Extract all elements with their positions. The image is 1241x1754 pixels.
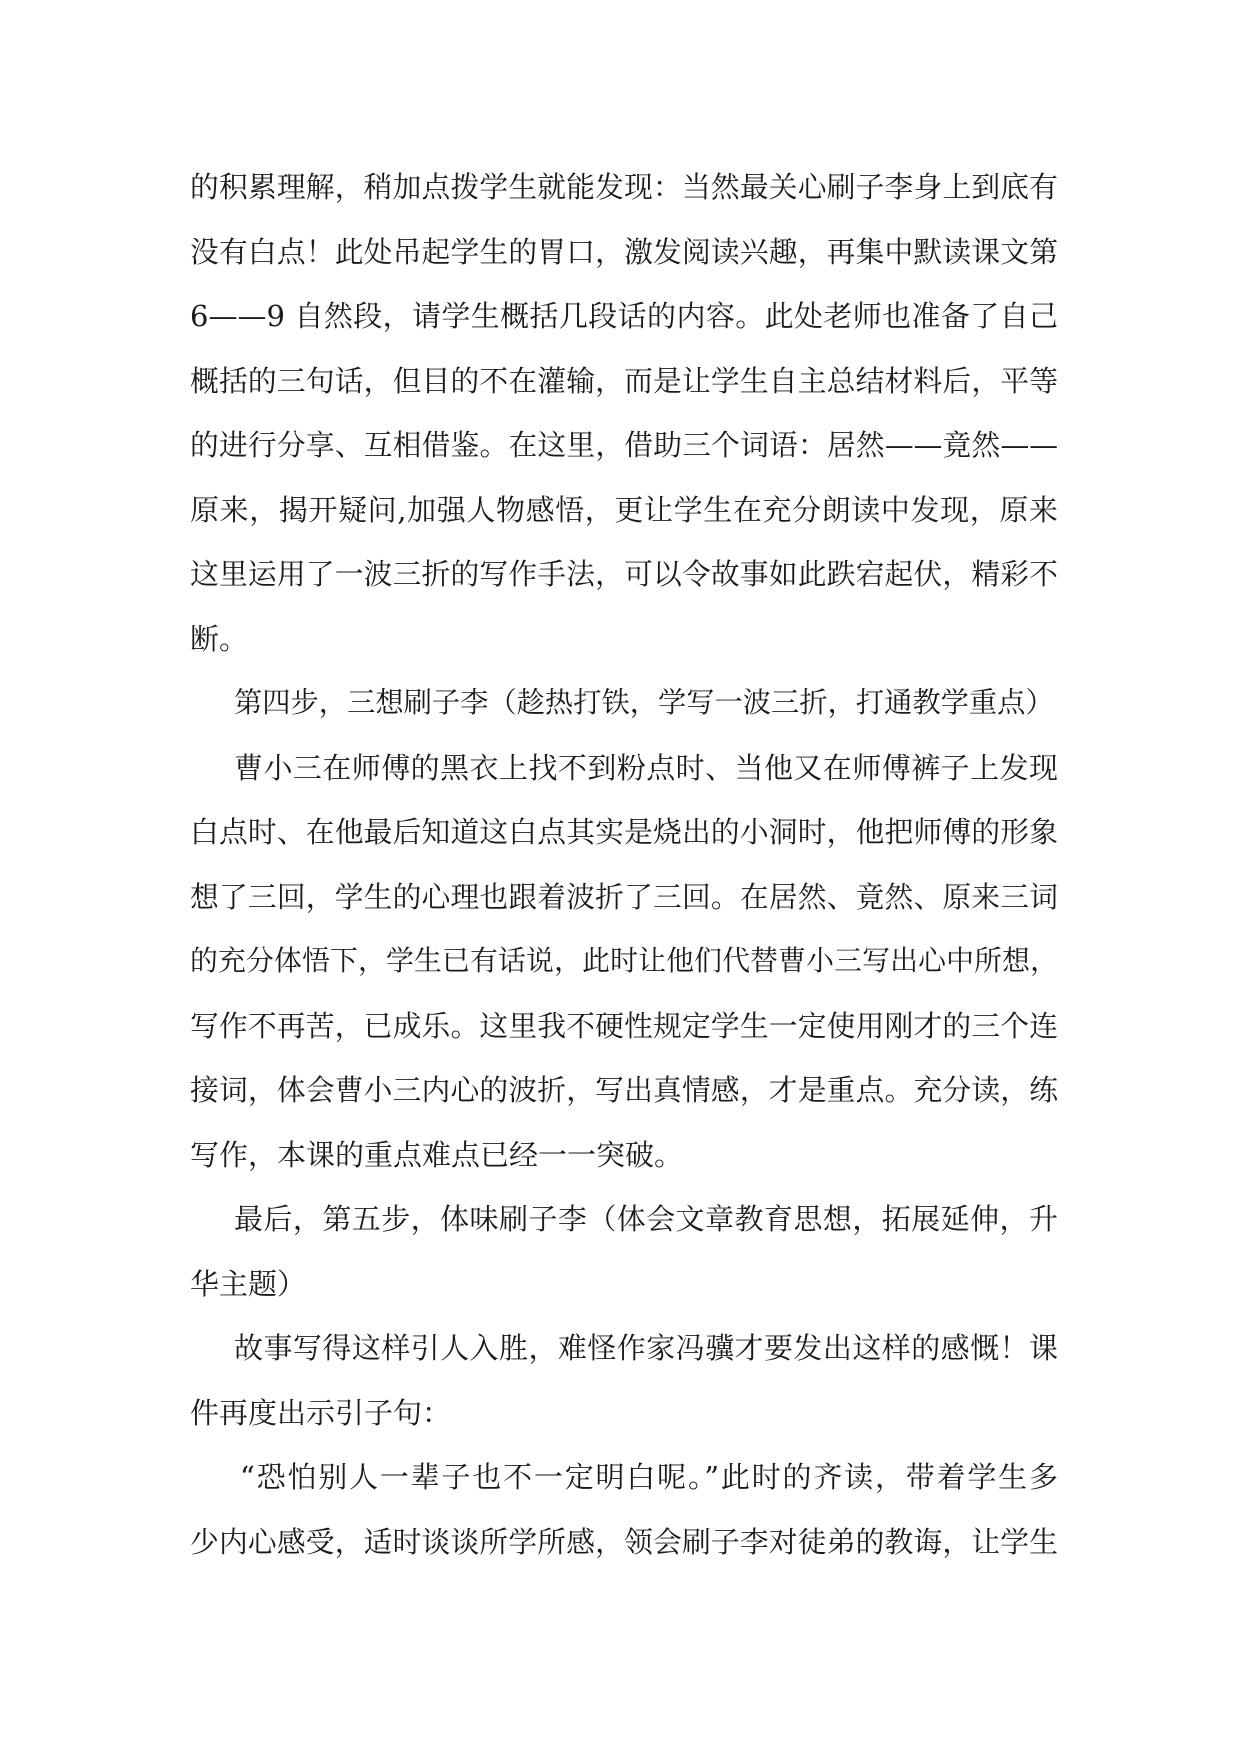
text-line: 的进行分享、互相借鉴。在这里，借助三个词语：居然——竟然——	[190, 428, 1058, 462]
text-line: 想了三回，学生的心理也跟着波折了三回。在居然、竟然、原来三词	[190, 879, 1058, 914]
text-line: 原来，揭开疑问,加强人物感悟，更让学生在充分朗读中发现，原来	[190, 492, 1058, 527]
text-line: 概括的三句话，但目的不在灌输，而是让学生自主总结材料后，平等	[190, 363, 1058, 398]
text-line: 故事写得这样引人入胜，难怪作家冯骥才要发出这样的感慨！课	[234, 1331, 1058, 1365]
text-line: 件再度出示引子句：	[190, 1395, 452, 1430]
text-line: 写作，本课的重点难点已经一一突破。	[190, 1137, 684, 1172]
text-line: 少内心感受，适时谈谈所学所感，领会刷子李对徒弟的教诲，让学生	[190, 1524, 1058, 1559]
text-line: 写作不再苦，已成乐。这里我不硬性规定学生一定使用刚才的三个连	[190, 1008, 1058, 1043]
text-line: 接词，体会曹小三内心的波折，写出真情感，才是重点。充分读，练	[190, 1073, 1058, 1107]
text-line: 华主题）	[190, 1266, 307, 1301]
text-line: 曹小三在师傅的黑衣上找不到粉点时、当他又在师傅裤子上发现	[234, 750, 1058, 785]
text-line: 断。	[190, 621, 249, 656]
text-line: 白点时、在他最后知道这白点其实是烧出的小洞时，他把师傅的形象	[190, 815, 1058, 849]
text-line: 这里运用了一波三折的写作手法，可以令故事如此跌宕起伏，精彩不	[190, 557, 1058, 591]
quote-line: “恐怕别人一辈子也不一定明白呢。”此时的齐读，带着学生多	[240, 1460, 1058, 1494]
text-line: 6——9 自然段，请学生概括几段话的内容。此处老师也准备了自己	[190, 299, 1058, 333]
text-line: 没有白点！此处吊起学生的胃口，激发阅读兴趣，再集中默读课文第	[190, 234, 1058, 269]
text-line: 的积累理解，稍加点拨学生就能发现：当然最关心刷子李身上到底有	[190, 170, 1058, 204]
text-line: 的充分体悟下，学生已有话说，此时让他们代替曹小三写出心中所想，	[190, 944, 1058, 977]
section-heading-step-five: 最后，第五步，体味刷子李（体会文章教育思想，拓展延伸，升	[234, 1202, 1058, 1236]
document-body	[190, 155, 1058, 1574]
section-heading-step-four: 第四步，三想刷子李（趁热打铁，学写一波三折，打通教学重点）	[234, 686, 1054, 719]
